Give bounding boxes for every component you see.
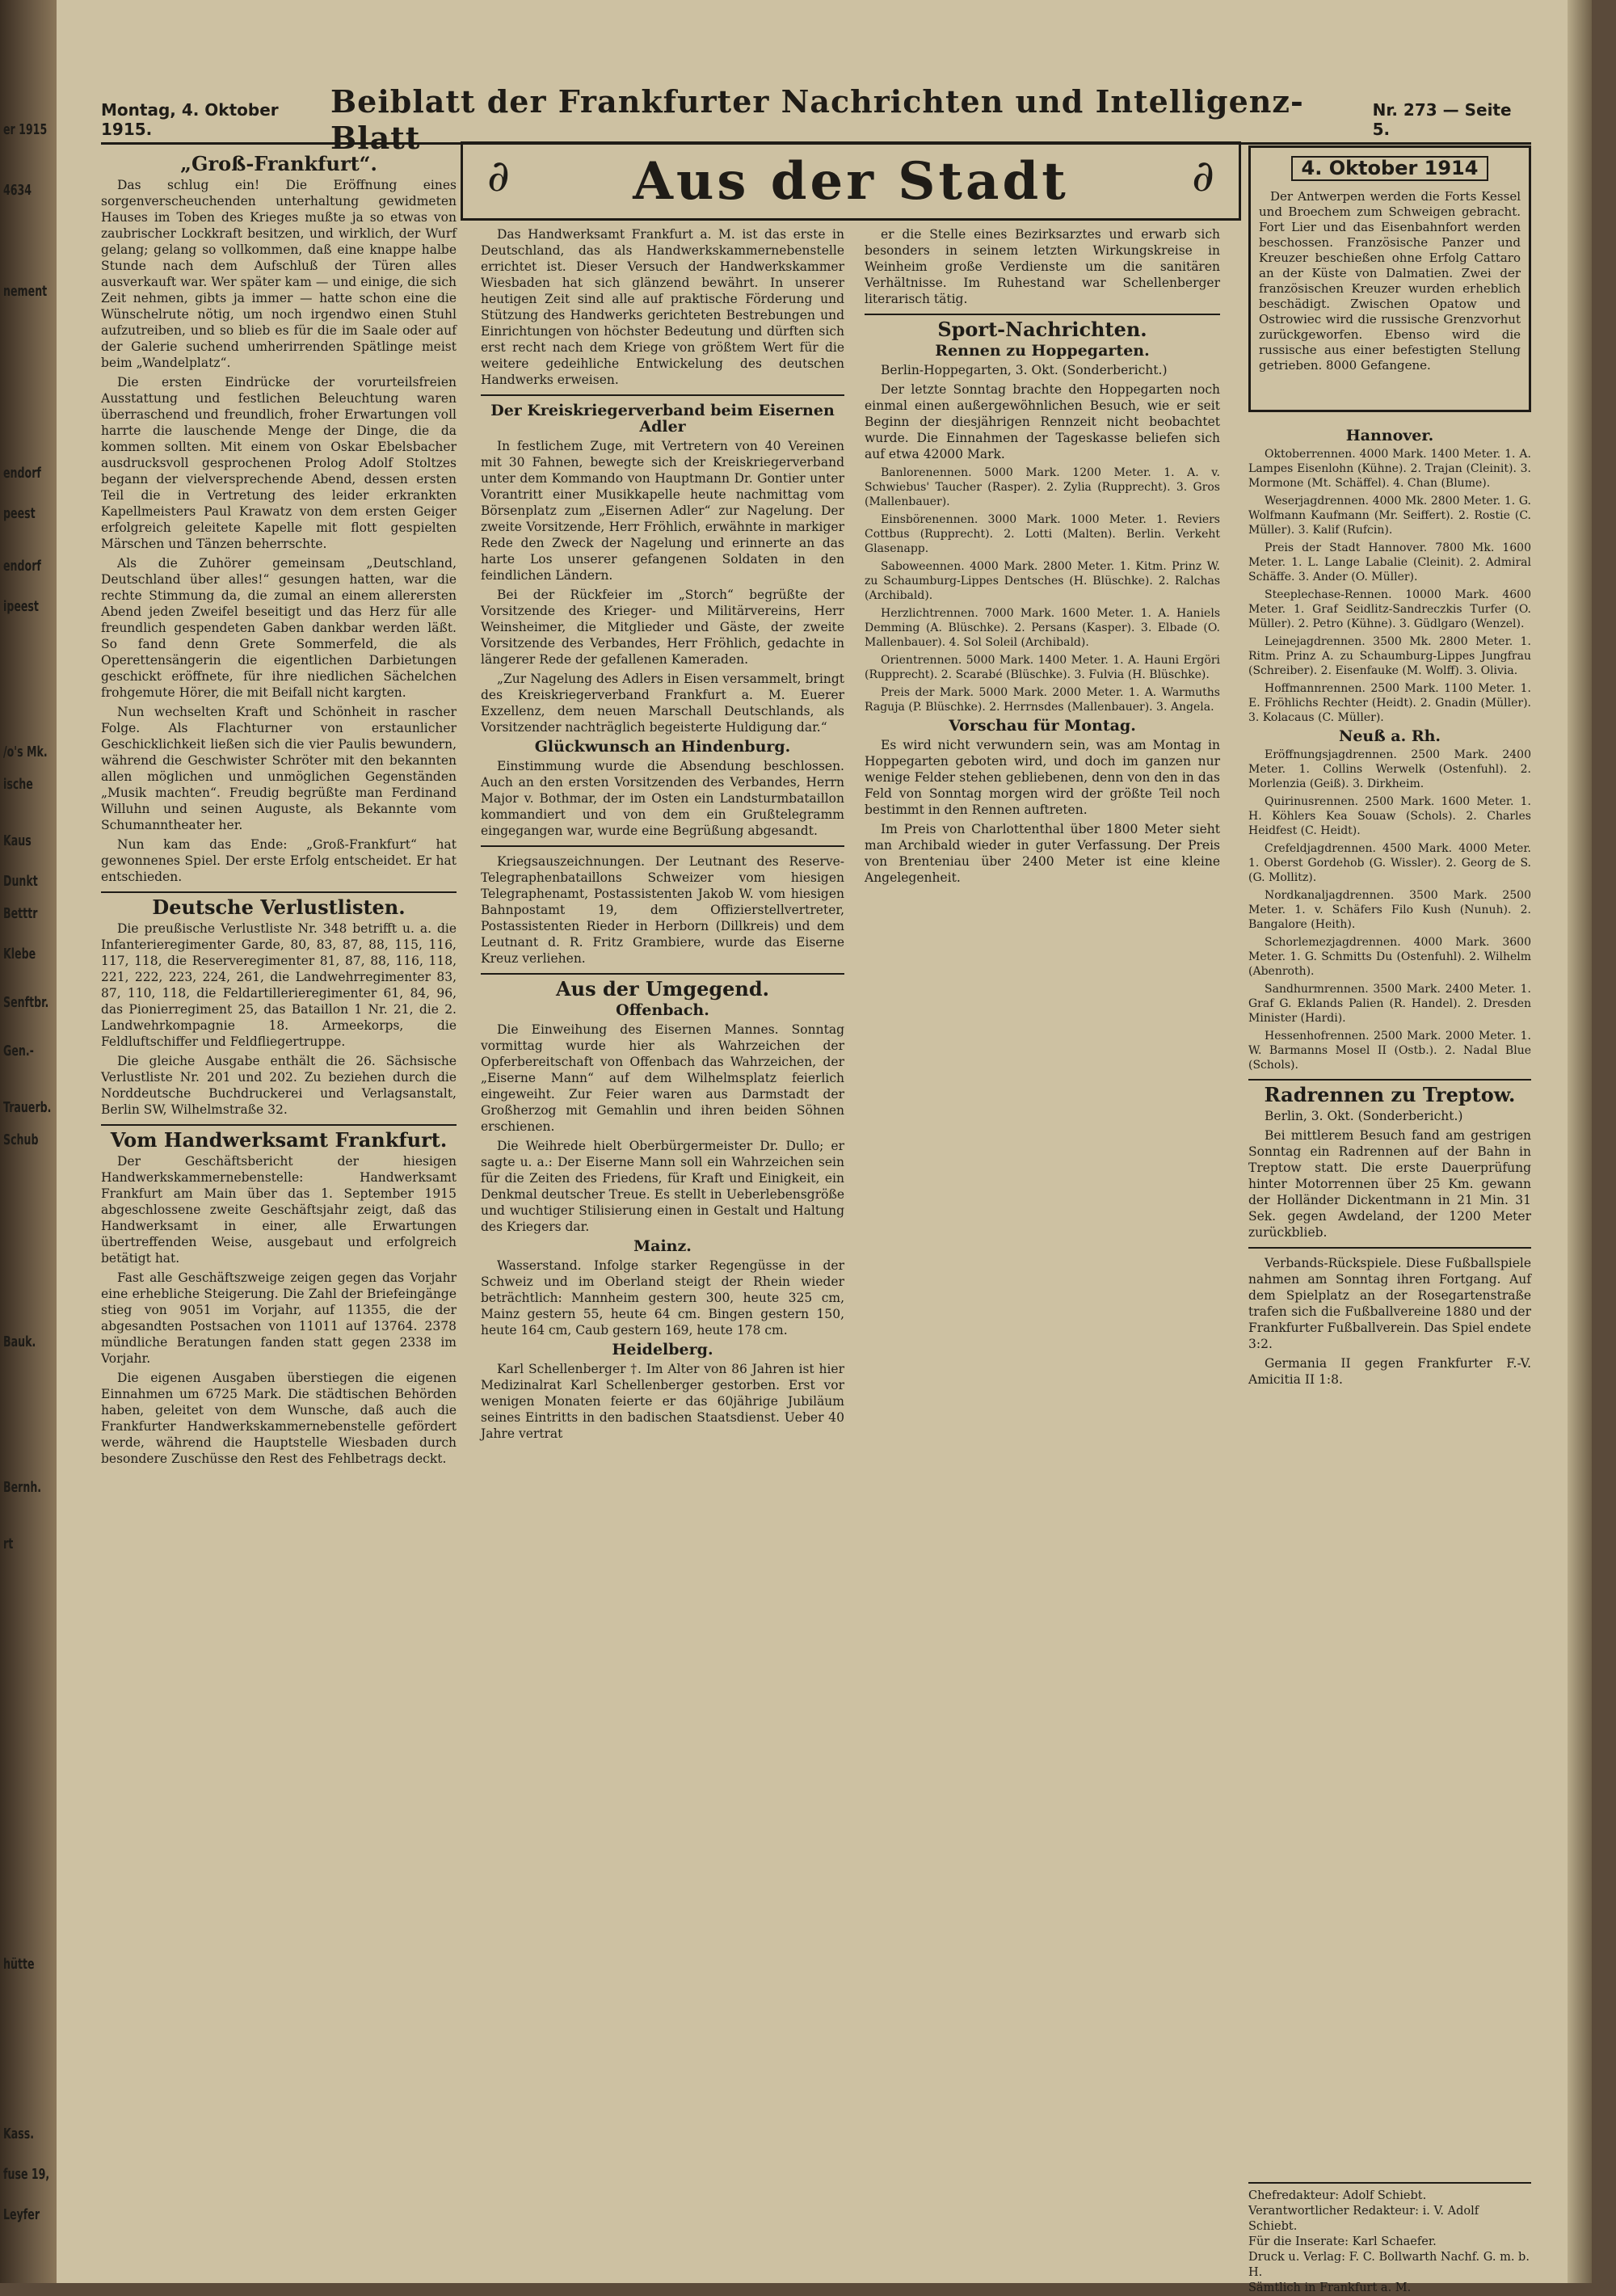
paragraph: Germania II gegen Frankfurter F.-V. Amicitia II 1:8. (1248, 1356, 1531, 1387)
race-result: Weserjagdrennen. 4000 Mk. 2800 Meter. 1. G. Wolfmann Kaufmann (Mr. Seiffert). 2. Rostie (C. Müller). 3. Kalif (Rufcin). (1248, 495, 1531, 537)
edge-fragment: Gen.- (3, 1043, 34, 1060)
edge-fragment: Kass. (3, 2125, 35, 2142)
edge-fragment: peest (3, 505, 36, 522)
race-result: Orientrennen. 5000 Mark. 1400 Meter. 1. A. Hauni Ergöri (Rupprecht). 2. Scarabé (Blüschke). 3. Fulvia (H. Blüschke). (865, 654, 1220, 681)
edge-fragment: Klebe (3, 946, 36, 963)
article-title: Vom Handwerksamt Frankfurt. (110, 1128, 448, 1152)
edge-fragment: Betttr (3, 905, 38, 922)
paragraph: Es wird nicht verwundern sein, was am Montag in Hoppegarten geboten wird, und doch im ganzen nur wenige Felder stehen gebliebenen, denn von den in das Feld von Sonntag morgen wird der größte Teil noch bestimmt in den Rennen auftreten. (865, 738, 1220, 817)
article-title: Sport-Nachrichten. (937, 318, 1147, 341)
subheading: Glückwunsch an Hindenburg. (534, 738, 791, 756)
paragraph: Nun wechselten Kraft und Schönheit in rascher Folge. Als Flachturner von erstaunlicher Geschicklichkeit ließen sich die vier Paulis bewundern, während die Geschwister Schröter mit den bekannten allen möglichen und unmöglichen Gegenständen „Musik machten“. Freudig begrüßte man Ferdinand Willuhn und seinen Auguste, als Bekannte vom Schumanntheater her. (101, 705, 457, 832)
previous-page-edge (0, 0, 57, 2283)
subheading: Heidelberg. (612, 1341, 713, 1359)
ornament-left: ∂ (487, 150, 510, 201)
paragraph: Fast alle Geschäftszweige zeigen gegen das Vorjahr eine erhebliche Steigerung. Die Zahl der Briefeingänge stieg von 9051 im Vorjahr, auf 11355, die der abgesandten Postsachen von 11011 auf 13764. 2378 mündliche Beratungen fanden statt gegen 2338 im Vorjahr. (101, 1270, 457, 1366)
page-header (101, 83, 1531, 156)
edge-fragment: er 1915 (3, 121, 48, 138)
divider (101, 1124, 457, 1126)
column-2 (481, 226, 844, 2182)
article-title: Deutsche Verlustlisten. (152, 895, 406, 919)
divider (1248, 2182, 1531, 2184)
race-result: Sandhurmrennen. 3500 Mark. 2400 Meter. 1. Graf G. Eklands Palien (R. Handel). 2. Dresden Minister (Hardi). (1248, 983, 1531, 1025)
edge-fragment: Leyfer (3, 2206, 40, 2223)
paragraph: Einstimmung wurde die Absendung beschlossen. Auch an den ersten Vorsitzenden des Verbandes, Herrn Major v. Bothmar, der im Osten ein Landsturmbataillon kommandiert und von dem ein Grußtelegramm eingegangen war, wurde eine Begrüßung abgesandt. (481, 759, 844, 838)
paragraph: Im Preis von Charlottenthal über 1800 Meter sieht man Archibald wieder in guter Verfassung. Der Preis von Brenteniau über 2400 Meter ist eine kleine Angelegenheit. (865, 822, 1220, 885)
race-result: Nordkanaljagdrennen. 3500 Mark. 2500 Meter. 1. v. Schäfers Filo Kush (Nunuh). 2. Bangalore (Heith). (1248, 889, 1531, 931)
edge-fragment: hütte (3, 1956, 35, 1973)
race-result: Saboweennen. 4000 Mark. 2800 Meter. 1. Kitm. Prinz W. zu Schaumburg-Lippes Dentsches (H. Blüschke). 2. Ralchas (Archibald). (865, 560, 1220, 602)
page-number: Nr. 273 — Seite 5. (1372, 100, 1512, 139)
paragraph: Die preußische Verlustliste Nr. 348 betrifft u. a. die Infanterieregimenter Garde, 80, 83, 87, 88, 115, 116, 117, 118, die Reserveregimenter 81, 87, 88, 116, 118, 221, 222, 223, 224, 261, die Landwehrregimenter 83, 87, 110, 118, die Feldartillerieregimenter 61, 84, 96, das Pionierregiment 25, das Bataillon 1 Nr. 21, die 2. Landwehrkompagnie 18. Armeekorps, die Feldluftschiffer und Feldfliegertruppe. (101, 921, 457, 1049)
divider (865, 314, 1220, 315)
divider (101, 891, 457, 893)
paragraph: Die eigenen Ausgaben überstiegen die eigenen Einnahmen um 6725 Mark. Die städtischen Behörden haben, geleitet von dem Wunsche, daß auch die Frankfurter Handwerkskammernebenstelle gefördert werde, während die Hauptstelle Wiesbaden durch besondere Zuschüsse den Rest des Fehlbetrags deckt. (101, 1371, 457, 1466)
edge-fragment: ipeest (3, 598, 39, 615)
edge-fragment: rt (3, 1536, 14, 1552)
divider (481, 845, 844, 847)
edge-fragment: 4634 (3, 182, 32, 199)
divider (1248, 1079, 1531, 1081)
anniversary-box (1248, 145, 1531, 412)
imprint (1248, 2182, 1531, 2296)
edge-fragment: fuse 19, (3, 2166, 50, 2183)
race-result: Eröffnungsjagdrennen. 2500 Mark. 2400 Meter. 1. Collins Werwelk (Ostenfuhl). 2. Morlenzia (Geiß). 3. Dirkheim. (1248, 748, 1531, 790)
article-title: Der Kreiskriegerverband beim Eisernen Adler (490, 402, 835, 436)
subheading: Offenbach. (616, 1001, 709, 1019)
paragraph: Bei mittlerem Besuch fand am gestrigen Sonntag ein Radrennen auf der Bahn in Treptow statt. Die erste Dauerprüfung hinter Motorrennen über 25 Km. gewann der Holländer Dickentmann in 21 Min. 31 Sek. gegen Awdeland, der 1200 Meter zurückblieb. (1248, 1128, 1531, 1240)
column-1 (101, 150, 457, 2089)
edge-fragment: nement (3, 283, 48, 300)
anniversary-text: Der Antwerpen werden die Forts Kessel und Broechem zum Schweigen gebracht. Fort Lier und das Eisenbahnfort werden beschossen. Französische Panzer und Kreuzer beschießen ohne Erfolg Cattaro an der Küste von Dalmatien. Zwei der französischen Kreuzer wurden erheblich beschädigt. Zwischen Opatow und Ostrowiec wird die russische Grenzvorhut zurückgeworfen. Ebenso wird die russische aus einer befestigten Stellung getrieben. 8000 Gefangene. (1259, 189, 1521, 373)
paragraph: Als die Zuhörer gemeinsam „Deutschland, Deutschland über alles!“ gesungen hatten, war die rechte Stimmung da, die zumal an einem allerersten Abend jeden Zweifel beseitigt und das Herz für alle freundlich gespendeten Gaben dankbar werden läßt. So fand denn Grete Sommerfeld, die als Operettensängerin die eigentlichen Darbietungen geschickt eröffnete, für ihre niedlichen Sächelchen frohgemute Hörer, die mit Beifall nicht kargten. (101, 556, 457, 700)
race-result: Leinejagdrennen. 3500 Mk. 2800 Meter. 1. Ritm. Prinz A. zu Schaumburg-Lippes Jungfrau (Schreiber). 2. Eisenfauke (M. Wolff). 3. Olivia. (1248, 635, 1531, 677)
anniversary-date: 4. Oktober 1914 (1291, 156, 1488, 181)
race-result: Quirinusrennen. 2500 Mark. 1600 Meter. 1. H. Köhlers Kea Souaw (Schols). 2. Charles Heidfest (C. Heidt). (1248, 795, 1531, 837)
divider (481, 973, 844, 975)
race-result: Preis der Mark. 5000 Mark. 2000 Meter. 1. A. Warmuths Raguja (P. Blüschke). 2. Herrnsdes (Mallenbauer). 3. Angela. (865, 686, 1220, 714)
article-title: Radrennen zu Treptow. (1264, 1083, 1516, 1106)
subheading: Rennen zu Hoppegarten. (935, 342, 1150, 360)
ornament-right: ∂ (1192, 150, 1214, 201)
paragraph: er die Stelle eines Bezirksarztes und erwarb sich besonders in seinem letzten Wirkungskreise in Weinheim große Verdienste um die sanitären Verhältnisse. Im Ruhestand war Schellenberger literarisch tätig. (865, 227, 1220, 306)
paragraph: Die Einweihung des Eisernen Mannes. Sonntag vormittag wurde hier als Wahrzeichen der Opferbereitschaft von Offenbach das Wahrzeichen, der „Eiserne Mann“ auf dem Wilhelmsplatz feierlich eingeweiht. Zur Feier waren aus Darmstadt der Großherzog mit Gemahlin und ihren beiden Söhnen erschienen. (481, 1022, 844, 1134)
dateline: Berlin, 3. Okt. (Sonderbericht.) (1265, 1109, 1463, 1123)
subheading: Hannover. (1345, 427, 1434, 444)
imprint-line: Verantwortlicher Redakteur: i. V. Adolf Schiebt. (1248, 2205, 1479, 2233)
edge-fragment: Schub (3, 1131, 39, 1148)
dateline: Berlin-Hoppegarten, 3. Okt. (Sonderbericht.) (881, 363, 1168, 377)
divider (1248, 1247, 1531, 1249)
paragraph: Die ersten Eindrücke der vorurteilsfreien Ausstattung und festlichen Beleuchtung waren überraschend und freundlich, froher Erwartungen voll harrte die lauschende Menge der Dinge, die da kommen sollten. Mit einem von Oskar Ebelsbacher ausdrucksvoll gesprochenen Prolog Adolf Stoltzes begann der vielversprechende Abend, dessen ersten Teil die in Vertretung des leider erkrankten Kapellmeisters Paul Krawatz von dem ersten Geiger erfolgreich geleitete Kapelle mit flott gespielten Märschen und Tänzen beherrschte. (101, 375, 457, 551)
race-result: Preis der Stadt Hannover. 7800 Mk. 1600 Meter. 1. L. Lange Labalie (Cleinit). 2. Admiral Schäffe. 3. Ander (O. Müller). (1248, 541, 1531, 583)
race-result: Hoffmannrennen. 2500 Mark. 1100 Meter. 1. E. Fröhlichs Rechter (Heidt). 2. Gnadin (Müller). 3. Kolacaus (C. Müller). (1248, 682, 1531, 724)
newspaper-page (57, 0, 1592, 2294)
edge-fragment: endorf (3, 465, 41, 482)
section-banner (461, 141, 1241, 221)
imprint-line: Druck u. Verlag: F. C. Bollwarth Nachf. G. m. b. H. (1248, 2251, 1530, 2279)
race-result: Steeplechase-Rennen. 10000 Mark. 4600 Meter. 1. Graf Seidlitz-Sandreczkis Turfer (O. Müller). 2. Petro (Kühne). 3. Güdlgaro (Wenzel). (1248, 588, 1531, 630)
race-result: Schorlemezjagdrennen. 4000 Mark. 3600 Meter. 1. G. Schmitts Du (Ostenfuhl). 2. Wilhelm (Abenroth). (1248, 936, 1531, 978)
header-date: Montag, 4. Oktober 1915. (101, 100, 279, 139)
subheading: Vorschau für Montag. (949, 717, 1136, 735)
divider (481, 394, 844, 396)
edge-fragment: ische (3, 776, 33, 793)
paragraph: Kriegsauszeichnungen. Der Leutnant des Reserve-Telegraphenbataillons Schweizer vom hiesigen Telegraphenamt, Postassistenten Jakob W. vom hiesigen Bahnpostamt 19, dem Offizierstellvertreter, Postassistenten Rieder in Herborn (Dillkreis) und dem Leutnant d. R. Fritz Grambiere, wurde das Eiserne Kreuz verliehen. (481, 854, 844, 966)
paragraph: In festlichem Zuge, mit Vertretern von 40 Vereinen mit 30 Fahnen, bewegte sich der Kreiskriegerverband unter dem Kommando von Hauptmann Dr. Gontier unter Vorantritt einer Musikkapelle heute nachmittag vom Börsenplatz zum „Eisernen Adler“ zur Nagelung. Der zweite Vorsitzende, Herr Fröhlich, erwähnte in markiger Rede den Zweck der Nagelung und erinnerte an das harte Los unserer gefangenen Soldaten in den feindlichen Ländern. (481, 439, 844, 583)
edge-fragment: /o's Mk. (3, 744, 48, 760)
page-edge-shadow (1568, 0, 1592, 2283)
quote: „Zur Nagelung des Adlers in Eisen versammelt, bringt des Kreiskriegerverband Frankfurt a. M. Euerer Exzellenz, dem neuen Marschall Deutschlands, als Vorsitzender nachträglich begeisterte Huldigung dar.“ (481, 672, 844, 735)
paragraph: Das schlug ein! Die Eröffnung eines sorgenverscheuchenden unterhaltung gewidmeten Hauses im Toben des Krieges mußte ja so etwas von zaubrischer Lockkraft besitzen, und wirklich, der Wurf gelang; gelang so vollkommen, daß eine knappe halbe Stunde nach dem Aufschluß der Türen alles ausverkauft war. Wer später kam — und einige, die sich Zeit nehmen, gibts ja immer — hatte schon eine die Wünschelrute nötig, um noch irgendwo einen Stuhl aufzutreiben, und so blieb es für die im Saale oder auf der Galerie suchend umherirrenden Spätlinge meist beim „Wandelplatz“. (101, 178, 457, 370)
imprint-line: Sämtlich in Frankfurt a. M. (1248, 2281, 1412, 2294)
edge-fragment: Bauk. (3, 1333, 36, 1350)
masthead: Beiblatt der Frankfurter Nachrichten und Intelligenz-Blatt (330, 83, 1304, 156)
paragraph: Nun kam das Ende: „Groß-Frankfurt“ hat gewonnenes Spiel. Der erste Erfolg entscheidet. Er hat entschieden. (101, 837, 457, 884)
race-result: Einsbörenennen. 3000 Mark. 1000 Meter. 1. Reviers Cottbus (Rupprecht). 2. Lotti (Malten). Berlin. Verkeht Glasenapp. (865, 513, 1220, 555)
race-result: Crefeldjagdrennen. 4500 Mark. 4000 Meter. 1. Oberst Gordehob (G. Wissler). 2. Georg de S. (G. Mollitz). (1248, 842, 1531, 884)
imprint-line: Für die Inserate: Karl Schaefer. (1248, 2235, 1437, 2248)
column-4 (1248, 424, 1531, 2170)
edge-fragment: Trauerb. (3, 1099, 52, 1116)
edge-fragment: Senftbr. (3, 994, 49, 1011)
race-result: Herzlichtrennen. 7000 Mark. 1600 Meter. 1. A. Haniels Demming (A. Blüschke). 2. Persans (Kasper). 3. Elbade (O. Mallenbauer). 4. Sol Soleil (Archibald). (865, 607, 1220, 649)
subheading: Mainz. (633, 1237, 692, 1255)
edge-fragment: endorf (3, 558, 41, 575)
paragraph: Die Weihrede hielt Oberbürgermeister Dr. Dullo; er sagte u. a.: Der Eiserne Mann soll ein Wahrzeichen sein für die Zeiten des Friedens, für Kraft und Einigkeit, ein Denkmal deutscher Treue. Es stellt in Ueberlebensgröße und wuchtiger Stilisierung einen in Gestalt und Haltung des Kriegers dar. (481, 1139, 844, 1234)
paragraph: Wasserstand. Infolge starker Regengüsse in der Schweiz und im Oberland steigt der Rhein wieder beträchtlich: Mannheim gestern 300, heute 325 cm, Mainz gestern 55, heute 64 cm. Bingen gestern 150, heute 164 cm, Caub gestern 169, heute 178 cm. (481, 1258, 844, 1338)
column-3 (865, 226, 1220, 2182)
race-result: Hessenhofrennen. 2500 Mark. 2000 Meter. 1. W. Barmanns Mosel II (Ostb.). 2. Nadal Blue (Schols). (1248, 1030, 1531, 1072)
paragraph: Das Handwerksamt Frankfurt a. M. ist das erste in Deutschland, das als Handwerkskammernebenstelle errichtet ist. Dieser Versuch der Handwerkskammer Wiesbaden hat sich glänzend bewährt. In unserer heutigen Zeit sind alle auf praktische Förderung und Stützung des Handwerks gerichteten Bestrebungen und Einrichtungen von höchster Bedeutung und dürften sich erst recht nach dem Kriege von größtem Wert für die weitere gedeihliche Entwickelung des deutschen Handwerks erweisen. (481, 227, 844, 387)
article-title: Aus der Umgegend. (556, 977, 769, 1001)
paragraph: Karl Schellenberger †. Im Alter von 86 Jahren ist hier Medizinalrat Karl Schellenberger gestorben. Erst vor wenigen Monaten feierte er das 60jährige Jubiläum seines Eintritts in den badischen Staatsdienst. Ueber 40 Jahre vertrat (481, 1362, 844, 1441)
paragraph: Verbands-Rückspiele. Diese Fußballspiele nahmen am Sonntag ihren Fortgang. Auf dem Spielplatz an der Rosegartenstraße trafen sich die Fußballvereine 1880 und der Frankfurter Fußballverein. Das Spiel endete 3:2. (1248, 1256, 1531, 1351)
paragraph: Die gleiche Ausgabe enthält die 26. Sächsische Verlustliste Nr. 201 und 202. Zu beziehen durch die Norddeutsche Buchdruckerei und Verlagsanstalt, Berlin SW, Wilhelmstraße 32. (101, 1054, 457, 1117)
paragraph: Bei der Rückfeier im „Storch“ begrüßte der Vorsitzende des Krieger- und Militärvereins, Herr Weinsheimer, die Mitglieder und Gäste, der zweite Vorsitzende des Verbandes, Herr Fröhlich, gedachte in längerer Rede der gefallenen Kameraden. (481, 588, 844, 667)
section-title: Aus der Stadt (633, 150, 1069, 212)
article-title: „Groß-Frankfurt“. (180, 152, 377, 175)
subheading: Neuß a. Rh. (1338, 727, 1441, 745)
edge-fragment: Kaus (3, 832, 32, 849)
edge-fragment: Dunkt (3, 873, 38, 890)
race-result: Banlorenennen. 5000 Mark. 1200 Meter. 1. A. v. Schwiebus' Taucher (Rasper). 2. Zylia (Rupprecht). 3. Gros (Mallenbauer). (865, 466, 1220, 508)
paragraph: Der Geschäftsbericht der hiesigen Handwerkskammernebenstelle: Handwerksamt Frankfurt am Main über das 1. September 1915 abgeschlossene zweite Geschäftsjahr zeigt, daß das Handwerksamt in einer, alle Erwartungen übertreffenden Weise, ausgebaut und erfolgreich betätigt hat. (101, 1154, 457, 1266)
race-result: Oktoberrennen. 4000 Mark. 1400 Meter. 1. A. Lampes Eisenlohn (Kühne). 2. Trajan (Cleinit). 3. Mormone (Mt. Schäffel). 4. Chan (Blume). (1248, 448, 1531, 490)
edge-fragment: Bernh. (3, 1479, 42, 1496)
imprint-line: Chefredakteur: Adolf Schiebt. (1248, 2189, 1427, 2202)
paragraph: Der letzte Sonntag brachte den Hoppegarten noch einmal einen außergewöhnlichen Besuch, wie er seit Beginn der diesjährigen Rennzeit nicht beobachtet wurde. Die Einnahmen der Tageskasse beliefen sich auf etwa 42000 Mark. (865, 382, 1220, 461)
